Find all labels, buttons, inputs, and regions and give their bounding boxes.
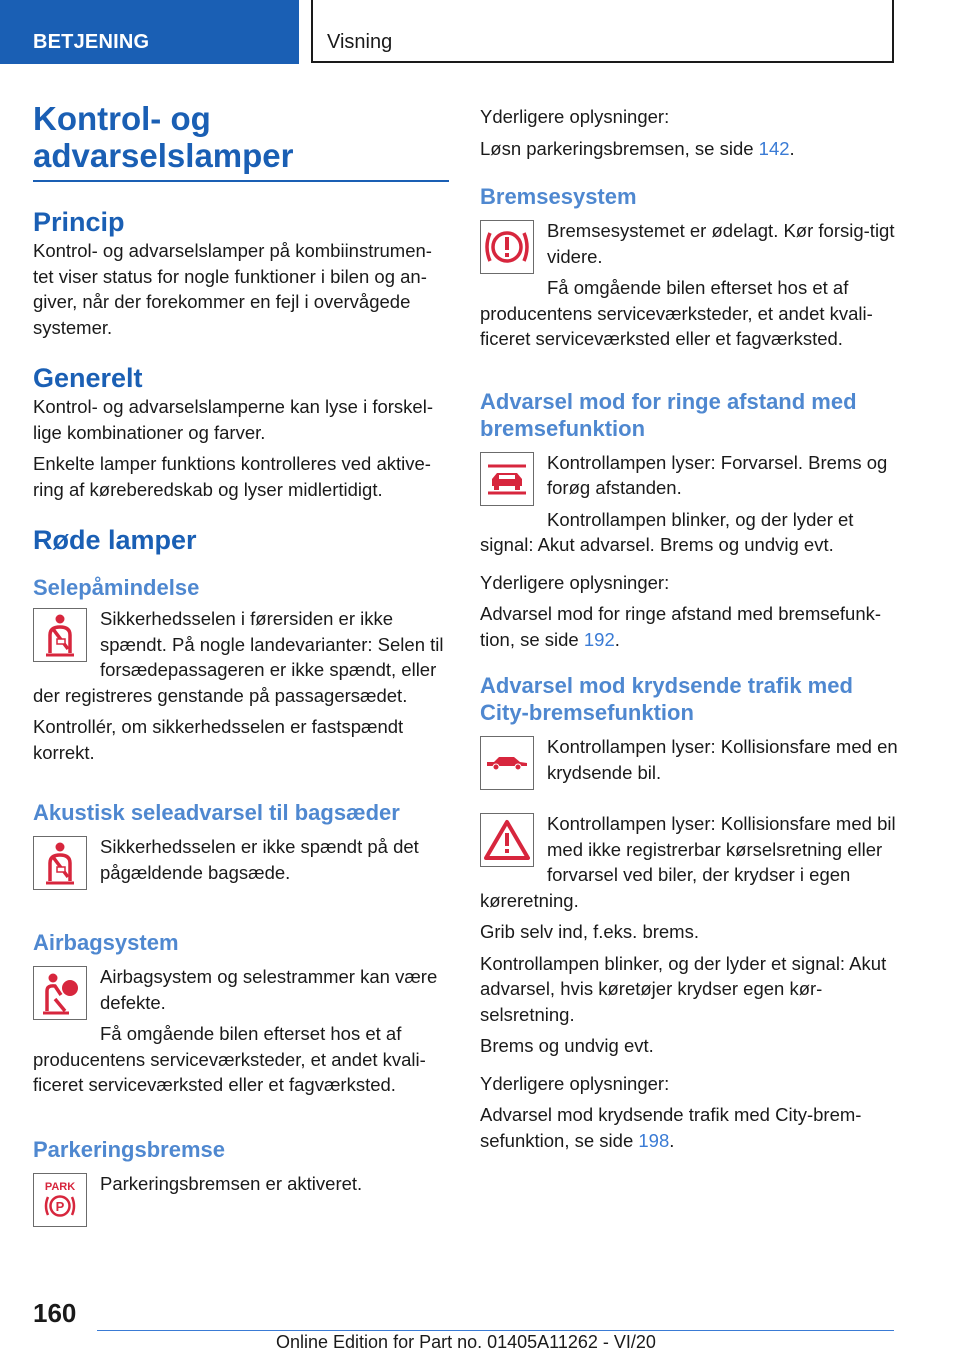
section-tab (0, 0, 299, 64)
seatbelt-text-1: Sikkerhedsselen i førersiden er ikke spændt. På nogle landevarianter: Selen til forsædepassageren er ikke spændt, eller der registreres genstande på passagersædet. (33, 608, 444, 706)
cross-traffic-ref: Advarsel mod krydsende trafik med City-brem-sefunktion, se side 198. (480, 1104, 862, 1151)
page-number: 160 (33, 1298, 77, 1328)
cross-traffic-ref-text: Advarsel mod krydsende trafik med City-brem-sefunktion, se side (480, 1104, 862, 1151)
cross-traffic-text-2: Kontrollampen lyser: Kollisionsfare med bil med ikke registrerbar kørselsretning eller forvarsel ved biler, der krydser i egen køreretning. (480, 813, 896, 911)
page-link-142[interactable]: 142 (758, 137, 790, 159)
rear-belt-heading: Akustisk seleadvarsel til bagsæder (33, 800, 400, 825)
chapter-tab (311, 0, 894, 63)
cross-traffic-text-4: Kontrollampen blinker, og der lyder et signal: Akut advarsel, hvis køretøjer krydser egen kør-selsretning. (480, 952, 887, 1025)
release-brake-ref: Løsn parkeringsbremsen, se side 142. (480, 137, 795, 159)
parking-brake-heading: Parkeringsbremse (33, 1136, 225, 1162)
brakes-text-2: Få omgående bilen efterset hos et af producentens serviceværksteder, et andet kvali-ficeret serviceværksted eller et fagværksted. (480, 277, 873, 349)
rear-belt-lamp (33, 834, 449, 885)
red-lamps-heading: Røde lamper (33, 525, 197, 555)
cross-traffic-lamp-1 (480, 734, 900, 785)
rear-seatbelt-icon (33, 836, 87, 890)
cross-traffic-text-3: Grib selv ind, f.eks. brems. (480, 921, 699, 942)
general-text-2: Enkelte lamper funktions kontrolleres ved aktive-ring af køreberedskab og lyser midlertidigt. (33, 453, 431, 500)
cross-traffic-heading: Advarsel mod krydsende trafik med City-bremsefunktion (480, 673, 853, 725)
more-info-label-2: Yderligere oplysninger: (480, 571, 670, 593)
page-title: Kontrol- og advarselslamper (33, 100, 449, 182)
distance-text-1: Kontrollampen lyser: Forvarsel. Brems og forøg afstanden. (547, 451, 888, 498)
crossing-car-icon (480, 736, 534, 790)
brakes-text-1: Bremsesystemet er ødelagt. Kør forsig-tigt videre. (547, 220, 895, 267)
section-label: BETJENING (33, 31, 150, 53)
seatbelt-icon (33, 608, 87, 662)
distance-ref: Advarsel mod for ringe afstand med bremsefunk-tion, se side 192. (480, 603, 882, 650)
right-column (480, 104, 900, 1153)
cross-traffic-lamp-2 (480, 811, 900, 913)
airbag-icon (33, 966, 87, 1020)
page-link-198[interactable]: 198 (638, 1129, 670, 1151)
brake-warning-icon (480, 220, 534, 274)
footer-edition: Online Edition for Part no. 01405A11262 - VI/20 (276, 1332, 656, 1352)
page-link-192[interactable]: 192 (583, 628, 615, 650)
footer-divider (97, 1330, 894, 1331)
brakes-lamp (480, 218, 900, 352)
brakes-heading: Bremsesystem (480, 184, 637, 209)
general-heading: Generelt (33, 363, 143, 393)
more-info-label-3: Yderligere oplysninger: (480, 1072, 670, 1094)
seatbelt-text-2: Kontrollér, om sikkerhedsselen er fastspændt korrekt. (33, 716, 404, 763)
airbag-text-1: Airbagsystem og selestrammer kan være defekte. (100, 966, 438, 1013)
parking-brake-text: Parkeringsbremsen er aktiveret. (100, 1172, 363, 1194)
distance-warning-heading: Advarsel mod for ringe afstand med bremsefunktion (480, 388, 857, 441)
rear-belt-text: Sikkerhedsselen er ikke spændt på det pågældende bagsæde. (100, 836, 419, 883)
parking-brake-lamp (33, 1171, 449, 1214)
general-text-1: Kontrol- og advarselslamperne kan lyse i forskel-lige kombinationer og farver. (33, 396, 433, 443)
principle-text: Kontrol- og advarselslamper på kombiinstrumen-tet viser status for nogle funktioner i bilen og an-giver, når der forekommer en fejl i overvågede systemer. (33, 240, 432, 338)
distance-warning-car-icon (480, 452, 534, 506)
warning-triangle-icon (480, 813, 534, 867)
chapter-label: Visning (327, 31, 393, 53)
more-info-label-1: Yderligere oplysninger: (480, 106, 670, 127)
distance-text-2: Kontrollampen blinker, og der lyder et signal: Akut advarsel. Brems og undvig evt. (480, 508, 854, 555)
park-icon-text: PARK (44, 1180, 76, 1193)
airbag-heading: Airbagsystem (33, 930, 179, 955)
cross-traffic-text-5: Brems og undvig evt. (480, 1035, 654, 1056)
release-brake-text: Løsn parkeringsbremsen, se side (480, 137, 754, 159)
seatbelt-lamp (33, 606, 449, 708)
cross-traffic-text-1: Kontrollampen lyser: Kollisionsfare med en krydsende bil. (547, 736, 898, 783)
airbag-lamp (33, 964, 449, 1098)
principle-heading: Princip (33, 207, 125, 237)
seatbelt-heading: Selepåmindelse (33, 575, 200, 600)
distance-ref-text: Advarsel mod for ringe afstand med bremsefunk-tion, se side (480, 603, 882, 650)
airbag-text-2: Få omgående bilen efterset hos et af producentens serviceværksteder, et andet kvali-ficeret serviceværksted eller et fagværksted. (33, 1023, 426, 1095)
left-column (33, 100, 449, 1231)
parking-brake-icon (33, 1173, 87, 1227)
distance-warning-lamp (480, 450, 900, 558)
svg-text:P: P (55, 1198, 65, 1214)
